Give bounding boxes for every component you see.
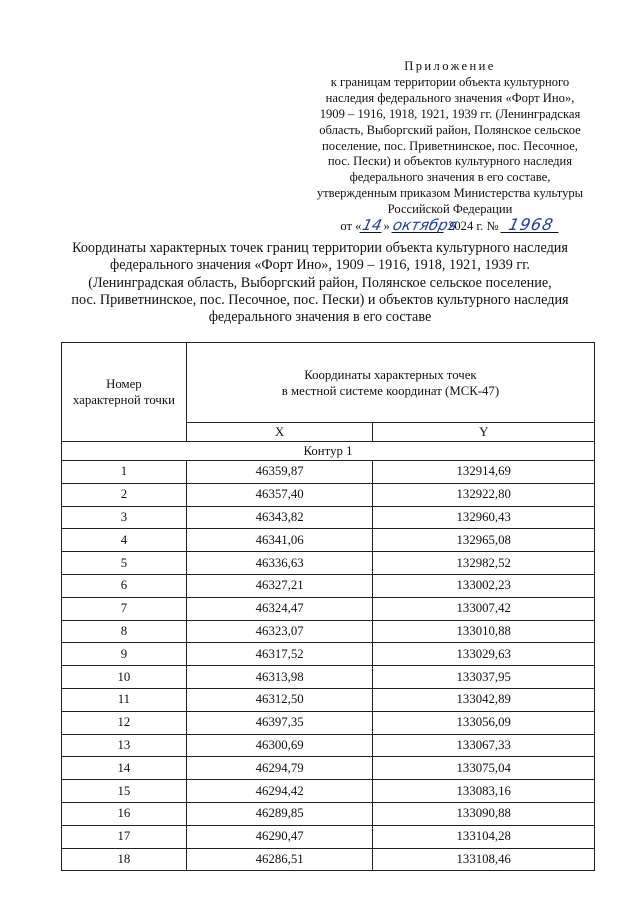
table-row	[62, 529, 595, 552]
title-line: пос. Приветнинское, пос. Песочное, пос. Пески) и объектов культурного наследия	[71, 291, 569, 308]
point-number-cell: 8	[62, 620, 187, 643]
x-coordinate-cell: 46313,98	[186, 666, 373, 689]
y-coordinate-cell: 132914,69	[373, 461, 595, 484]
x-coordinate-cell: 46294,42	[186, 780, 373, 803]
x-coordinate-cell: 46336,63	[186, 552, 373, 575]
y-coordinate-cell: 133108,46	[373, 848, 595, 871]
y-coordinate-cell: 133056,09	[373, 711, 595, 734]
contour-label: Контур 1	[62, 442, 595, 461]
appendix-line: область, Выборгский район, Полянское сельское	[319, 122, 581, 137]
table-row	[62, 506, 595, 529]
table-row	[62, 825, 595, 848]
y-coordinate-cell: 133002,23	[373, 574, 595, 597]
x-coordinate-cell: 46290,47	[186, 825, 373, 848]
x-coordinate-cell: 46341,06	[186, 529, 373, 552]
point-number-cell: 14	[62, 757, 187, 780]
x-coordinate-cell: 46359,87	[186, 461, 373, 484]
y-coordinate-cell: 133010,88	[373, 620, 595, 643]
header-text: Номер	[106, 377, 142, 391]
y-coordinate-cell: 133007,42	[373, 597, 595, 620]
coordinates-header	[186, 343, 594, 423]
y-coordinate-cell: 132922,80	[373, 483, 595, 506]
point-number-cell: 11	[62, 688, 187, 711]
point-number-cell: 1	[62, 461, 187, 484]
table-row	[62, 802, 595, 825]
appendix-title: Приложение	[404, 59, 496, 73]
point-number-cell: 17	[62, 825, 187, 848]
y-coordinate-cell: 133083,16	[373, 780, 595, 803]
header-text: в местной системе координат (МСК-47)	[281, 383, 500, 398]
table-row	[62, 848, 595, 871]
header-text: характерной точки	[72, 393, 175, 407]
y-coordinate-cell: 133042,89	[373, 688, 595, 711]
appendix-line: утвержденным приказом Министерства культуры	[316, 186, 584, 201]
handwritten-day: 14	[361, 216, 385, 235]
appendix-line: к границам территории объекта культурного	[330, 74, 570, 89]
order-reference	[300, 215, 600, 235]
point-number-cell: 12	[62, 711, 187, 734]
point-number-cell: 7	[62, 597, 187, 620]
point-number-cell: 15	[62, 780, 187, 803]
y-coordinate-cell: 132982,52	[373, 552, 595, 575]
x-header: X	[186, 423, 373, 442]
y-coordinate-cell: 133104,28	[373, 825, 595, 848]
order-year: 2024 г. №	[448, 219, 499, 234]
x-coordinate-cell: 46286,51	[186, 848, 373, 871]
point-number-cell: 10	[62, 666, 187, 689]
x-coordinate-cell: 46357,40	[186, 483, 373, 506]
point-number-cell: 5	[62, 552, 187, 575]
x-coordinate-cell: 46300,69	[186, 734, 373, 757]
table-row	[62, 734, 595, 757]
x-coordinate-cell: 46317,52	[186, 643, 373, 666]
table-row	[62, 780, 595, 803]
document-title	[40, 240, 600, 326]
y-coordinate-cell: 133067,33	[373, 734, 595, 757]
x-coordinate-cell: 46327,21	[186, 574, 373, 597]
appendix-line: Российской Федерации	[387, 202, 513, 217]
table-row	[62, 552, 595, 575]
point-number-cell: 13	[62, 734, 187, 757]
x-coordinate-cell: 46343,82	[186, 506, 373, 529]
y-coordinate-cell: 132960,43	[373, 506, 595, 529]
header-text: Координаты характерных точек	[304, 367, 477, 382]
y-header: Y	[373, 423, 595, 442]
appendix-line: 1909 – 1916, 1918, 1921, 1939 гг. (Ленинградская	[319, 106, 581, 121]
appendix-line: пос. Пески) и объектов культурного наследия	[327, 154, 573, 169]
table-row	[62, 597, 595, 620]
x-coordinate-cell: 46312,50	[186, 688, 373, 711]
x-coordinate-cell: 46323,07	[186, 620, 373, 643]
point-number-cell: 16	[62, 802, 187, 825]
appendix-header	[300, 59, 600, 235]
table-row	[62, 643, 595, 666]
point-number-cell: 4	[62, 529, 187, 552]
table-row	[62, 461, 595, 484]
table-row	[62, 757, 595, 780]
handwritten-month: октября	[391, 216, 459, 235]
appendix-line: федерального значения в его составе,	[349, 170, 551, 185]
y-coordinate-cell: 132965,08	[373, 529, 595, 552]
title-line: (Ленинградская область, Выборгский район, Полянское сельское поселение,	[88, 274, 552, 291]
handwritten-order-number: 1968	[500, 218, 561, 233]
order-quote: »	[383, 219, 390, 234]
point-number-cell: 3	[62, 506, 187, 529]
point-number-cell: 18	[62, 848, 187, 871]
point-number-cell: 9	[62, 643, 187, 666]
appendix-line: наследия федерального значения «Форт Ино»,	[325, 90, 575, 105]
x-coordinate-cell: 46294,79	[186, 757, 373, 780]
point-number-header	[62, 343, 187, 442]
coordinates-table	[61, 342, 595, 871]
y-coordinate-cell: 133090,88	[373, 802, 595, 825]
y-coordinate-cell: 133075,04	[373, 757, 595, 780]
table-row	[62, 688, 595, 711]
appendix-line: поселение, пос. Приветнинское, пос. Песочное,	[322, 138, 578, 153]
y-coordinate-cell: 133029,63	[373, 643, 595, 666]
y-coordinate-cell: 133037,95	[373, 666, 595, 689]
order-prefix: от «	[340, 219, 362, 234]
title-line: федерального значения в его составе	[208, 309, 432, 326]
title-line: Координаты характерных точек границ территории объекта культурного наследия	[72, 240, 568, 256]
x-coordinate-cell: 46324,47	[186, 597, 373, 620]
x-coordinate-cell: 46289,85	[186, 802, 373, 825]
title-line: федерального значения «Форт Ино», 1909 – 1916, 1918, 1921, 1939 гг.	[110, 257, 530, 274]
table-row	[62, 711, 595, 734]
point-number-cell: 2	[62, 483, 187, 506]
x-coordinate-cell: 46397,35	[186, 711, 373, 734]
table-row	[62, 620, 595, 643]
point-number-cell: 6	[62, 574, 187, 597]
table-row	[62, 574, 595, 597]
table-row	[62, 666, 595, 689]
table-row	[62, 483, 595, 506]
